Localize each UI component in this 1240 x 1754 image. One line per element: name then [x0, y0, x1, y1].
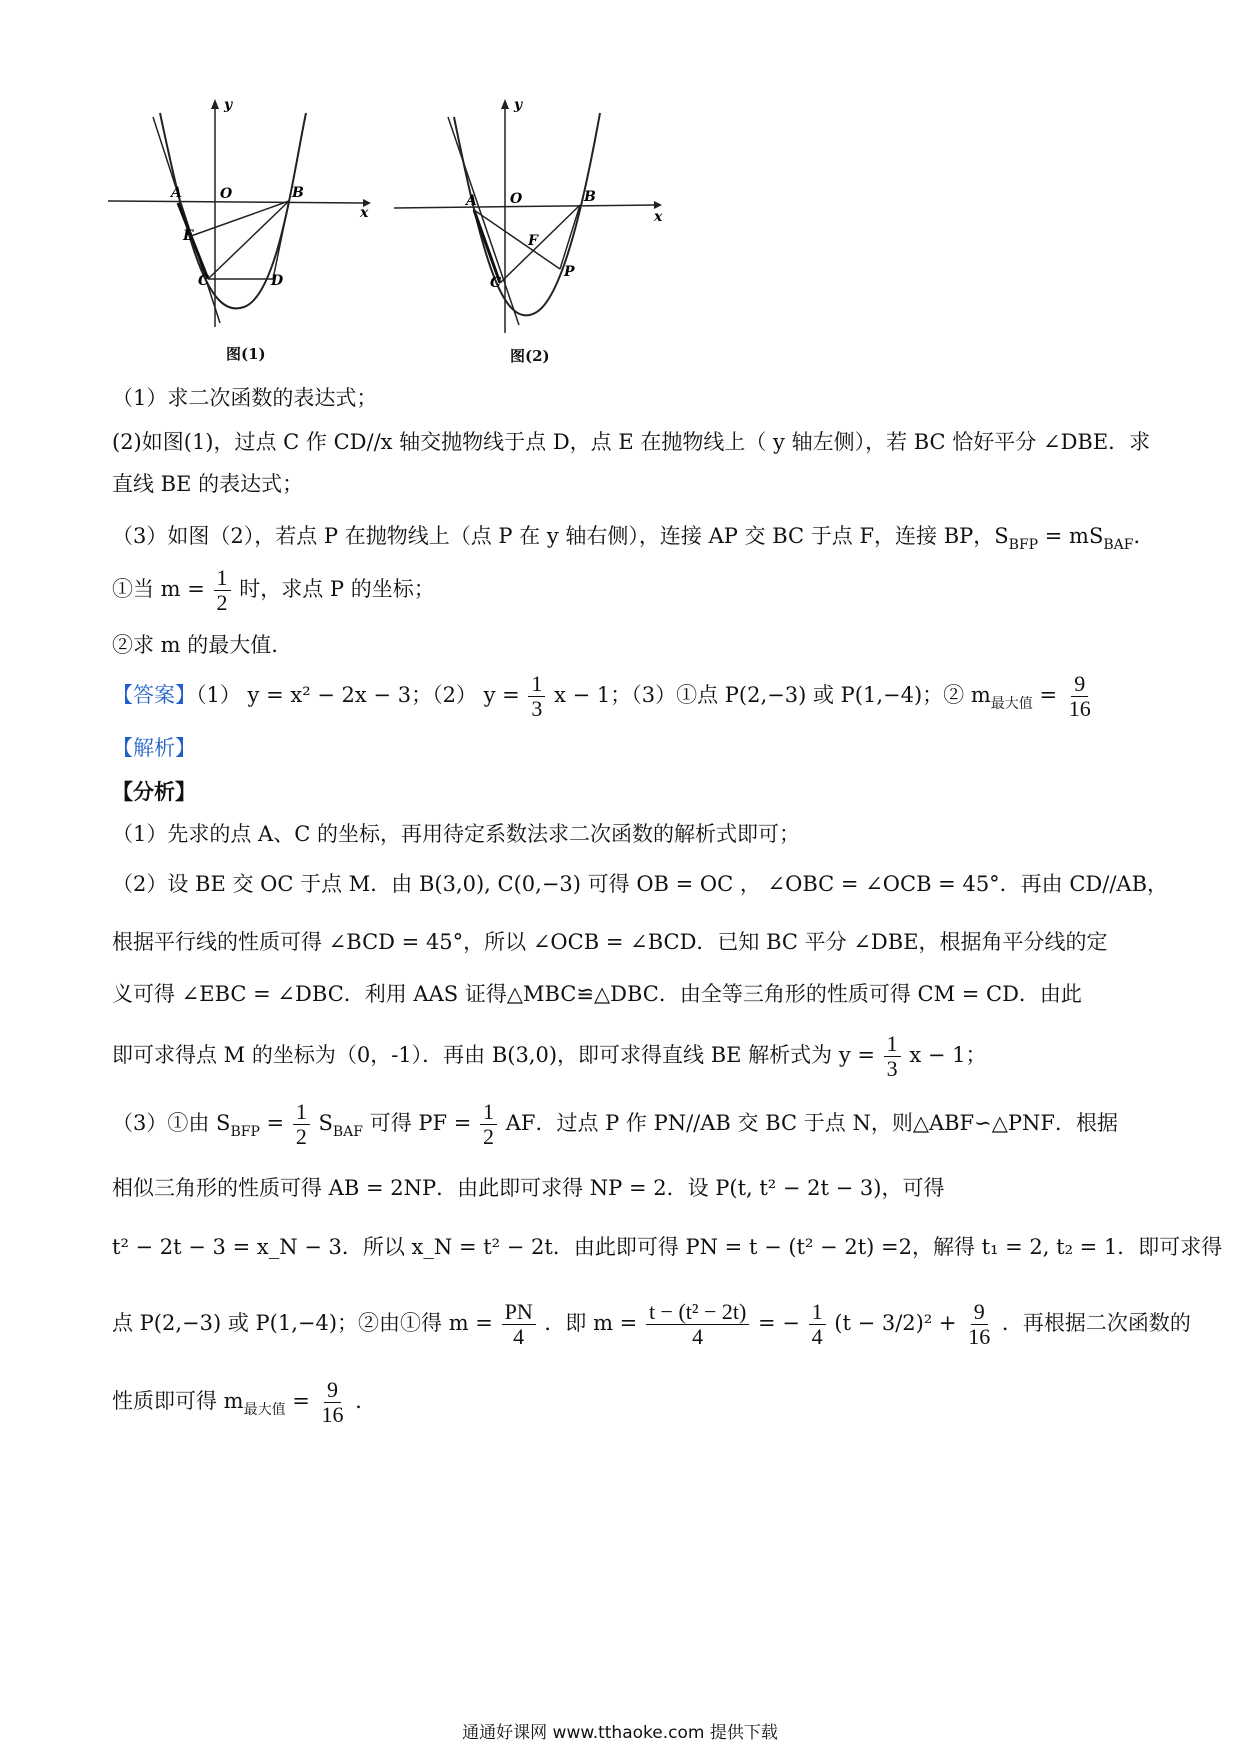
- frac-den: 16: [1068, 696, 1091, 721]
- analysis-line-5-pre: 即可求得点 M 的坐标为（0，-1）．再由 B(3,0)，即可求得直线 BE 解析式为 y =: [112, 1043, 882, 1067]
- label-b: B: [292, 185, 304, 201]
- figure-1-caption: 图(1): [226, 345, 266, 363]
- analysis-line-9-a: 点 P(2,−3) 或 P(1,−4)；②由①得 m =: [112, 1311, 500, 1335]
- fraction-nine-sixteenths: [965, 1300, 993, 1349]
- label-o: O: [220, 186, 233, 202]
- question-1: （1）求二次函数的表达式；: [112, 386, 378, 410]
- figure-2-diagram: [392, 95, 692, 345]
- segment-eb: [191, 201, 289, 236]
- question-2-line-2: 直线 BE 的表达式；: [112, 472, 304, 496]
- fraction-one-quarter: [809, 1300, 826, 1349]
- question-3a-post: 时，求点 P 的坐标；: [239, 577, 435, 601]
- frac-den: 3: [531, 696, 543, 721]
- label-a: A: [171, 185, 182, 201]
- answer-tag: 【答案】: [112, 683, 196, 707]
- question-3b: ②求 m 的最大值.: [112, 633, 278, 657]
- fraction-nine-sixteenths: [319, 1378, 347, 1427]
- frac-num: 1: [809, 1300, 826, 1325]
- analysis-line-4: 义可得 ∠EBC = ∠DBC．利用 AAS 证得△MBC≌△DBC．由全等三角形的性质可得 CM = CD．由此: [112, 982, 1082, 1006]
- fraction-one-half: [480, 1100, 497, 1149]
- fraction-one-half: [293, 1100, 310, 1149]
- analysis-line-6-d: 可得 PF =: [363, 1111, 479, 1135]
- fenxi-heading: 【分析】: [112, 779, 196, 804]
- label-e: E: [183, 228, 194, 244]
- x-axis-arrow: [654, 201, 662, 209]
- analysis-line-5-post: x − 1；: [909, 1043, 987, 1067]
- answer-sub-max: 最大值: [990, 696, 1033, 712]
- frac-den: 2: [483, 1124, 495, 1149]
- label-c: C: [198, 273, 210, 289]
- frac-num: PN: [502, 1300, 536, 1325]
- analysis-line-10-a: 性质即可得 m: [112, 1389, 244, 1413]
- label-y: y: [224, 97, 233, 113]
- analysis-line-10: [112, 1378, 1140, 1427]
- analysis-line-6-sub2: BAF: [332, 1124, 364, 1140]
- label-x: x: [360, 205, 369, 221]
- analysis-line-10-sub: 最大值: [243, 1402, 286, 1418]
- fraction-one-half: [214, 566, 231, 615]
- label-f: F: [528, 233, 538, 249]
- frac-den: 4: [811, 1324, 823, 1349]
- label-b: B: [584, 189, 596, 205]
- answer-part-2: x − 1；（3）①点 P(2,−3) 或 P(1,−4)；② m: [554, 683, 991, 707]
- line-through-c: [153, 117, 220, 323]
- analysis-line-6-c: S: [318, 1111, 333, 1135]
- label-d: D: [271, 273, 284, 289]
- analysis-line-5: [112, 1032, 1140, 1081]
- y-axis-arrow: [501, 99, 509, 109]
- fraction-pn-over-4: [502, 1300, 536, 1349]
- frac-den: 4: [513, 1324, 525, 1349]
- frac-num: t − (t² − 2t): [646, 1300, 749, 1325]
- figure-1: [108, 95, 408, 345]
- label-o: O: [510, 191, 523, 207]
- analysis-line-3: 根据平行线的性质可得 ∠BCD = 45°，所以 ∠OCB = ∠BCD．已知 BC 平分 ∠DBE，根据角平分线的定: [112, 930, 1108, 954]
- question-2-line-1: (2)如图(1)，过点 C 作 CD//x 轴交抛物线于点 D，点 E 在抛物线上（ y 轴左侧），若 BC 恰好平分 ∠DBE．求: [112, 430, 1151, 454]
- frac-num: 1: [293, 1100, 310, 1125]
- question-3a-pre: ①当 m =: [112, 577, 212, 601]
- frac-num: 9: [1071, 672, 1088, 697]
- answer-part-1: （1） y = x² − 2x − 3；（2） y =: [196, 683, 527, 707]
- analysis-line-6-a: （3）①由 S: [112, 1111, 231, 1135]
- figure-2: [392, 95, 692, 345]
- question-3-end: ．: [1133, 524, 1155, 548]
- question-3a: [112, 566, 1140, 615]
- analysis-line-2: （2）设 BE 交 OC 于点 M．由 B(3,0), C(0,−3) 可得 OB = OC ， ∠OBC = ∠OCB = 45°．再由 CD//AB，: [112, 872, 1169, 896]
- frac-den: 3: [886, 1056, 898, 1081]
- footer-source: 通通好课网 www.tthaoke.com 提供下载: [462, 1723, 778, 1743]
- analysis-line-1: （1）先求的点 A、C 的坐标，再用待定系数法求二次函数的解析式即可；: [112, 822, 800, 846]
- question-3-sub-bfp: BFP: [1008, 537, 1039, 553]
- frac-den: 16: [321, 1402, 344, 1427]
- label-x: x: [654, 209, 663, 225]
- segment-db: [273, 201, 289, 279]
- label-p: P: [564, 264, 575, 280]
- analysis-line-6-b: =: [259, 1111, 291, 1135]
- x-axis: [394, 205, 654, 208]
- analysis-line-8: t² − 2t − 3 = x_N − 3．所以 x_N = t² − 2t．由此即可得 PN = t − (t² − 2t) =2，解得 t₁ = 2, t₂ = 1．即可求得: [112, 1235, 1223, 1259]
- frac-den: 2: [216, 590, 228, 615]
- line-through-c: [448, 117, 519, 325]
- x-axis: [108, 201, 363, 203]
- answer-line: [112, 672, 1140, 721]
- question-3-text: （3）如图（2），若点 P 在抛物线上（点 P 在 y 轴右侧），连接 AP 交 BC 于点 F，连接 BP，S: [112, 524, 1009, 548]
- label-y: y: [514, 97, 523, 113]
- analysis-line-9-e: ．再根据二次函数的: [1001, 1311, 1191, 1335]
- analysis-line-9: [112, 1299, 1191, 1349]
- frac-den: 4: [692, 1324, 704, 1349]
- analysis-line-10-b: =: [285, 1389, 317, 1413]
- question-3-mid: = mS: [1038, 524, 1104, 548]
- question-3-sub-baf: BAF: [1103, 537, 1134, 553]
- frac-num: 1: [884, 1032, 901, 1057]
- figure-2-caption: 图(2): [510, 347, 550, 365]
- analysis-line-10-c: ．: [355, 1389, 377, 1413]
- frac-num: 1: [480, 1100, 497, 1125]
- frac-num: 1: [214, 566, 231, 591]
- answer-part-3: =: [1032, 683, 1064, 707]
- figure-1-diagram: [108, 95, 408, 345]
- y-axis-arrow: [211, 99, 219, 109]
- fraction-one-third: [528, 672, 545, 721]
- analysis-line-6-e: AF．过点 P 作 PN//AB 交 BC 于点 N，则△ABF∽△PNF．根据: [505, 1111, 1118, 1135]
- segment-ap: [474, 210, 560, 269]
- frac-num: 1: [528, 672, 545, 697]
- fraction-expr-over-4: [646, 1300, 749, 1349]
- frac-num: 9: [324, 1378, 341, 1403]
- analysis-line-9-d: (t − 3/2)² +: [834, 1311, 964, 1335]
- segment-cb: [208, 201, 289, 279]
- analysis-line-7: 相似三角形的性质可得 AB = 2NP．由此即可求得 NP = 2．设 P(t, t² − 2t − 3)，可得: [112, 1176, 945, 1200]
- frac-num: 9: [971, 1300, 988, 1325]
- fraction-one-third: [884, 1032, 901, 1081]
- analysis-tag: 【解析】: [112, 736, 196, 760]
- analysis-line-6: [112, 1100, 1140, 1149]
- frac-den: 16: [968, 1324, 991, 1349]
- analysis-line-9-c: = −: [758, 1311, 807, 1335]
- label-c: C: [490, 275, 502, 291]
- question-3-line-1: [112, 521, 1155, 560]
- frac-den: 2: [295, 1124, 307, 1149]
- analysis-line-9-b: ．即 m =: [544, 1311, 644, 1335]
- segment-ac: [474, 210, 500, 283]
- analysis-line-6-sub1: BFP: [230, 1124, 260, 1140]
- fraction-nine-sixteenths: [1066, 672, 1094, 721]
- label-a: A: [466, 193, 477, 209]
